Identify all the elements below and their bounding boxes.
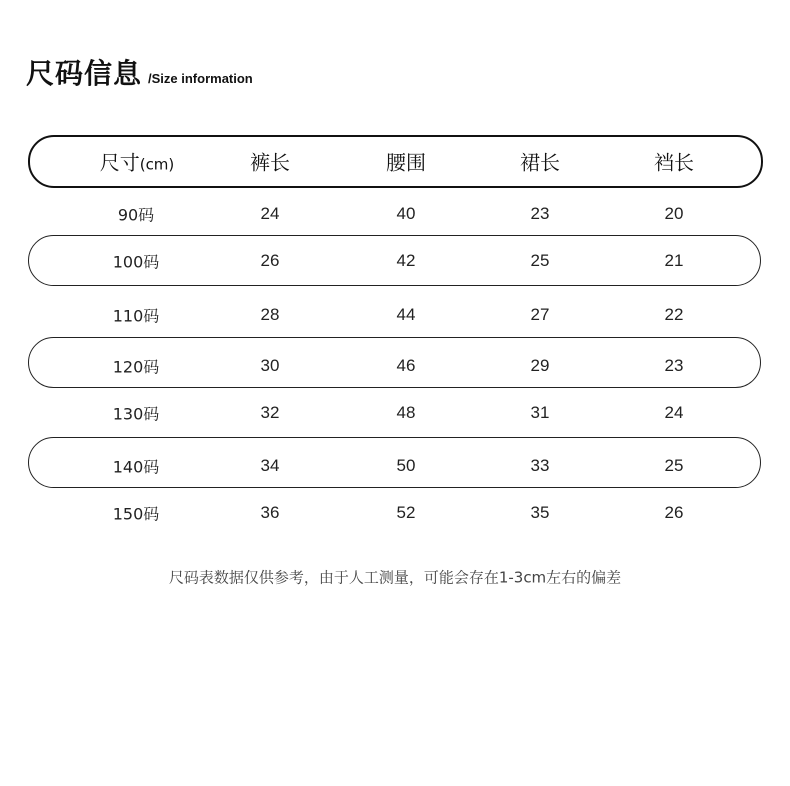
row-skirt-length: 25	[530, 251, 550, 270]
row-crotch-length: 24	[664, 403, 684, 422]
row-skirt-length: 23	[530, 204, 550, 223]
row-pants-length: 34	[260, 456, 280, 475]
measurement-note: 尺码表数据仅供参考，由于人工测量，可能会存在1-3cm左右的偏差	[168, 568, 622, 587]
header-skirt-length: 裙长	[520, 150, 560, 175]
row-pants-length: 28	[260, 305, 280, 324]
header-pants-length: 裤长	[250, 150, 290, 175]
row-crotch-length: 22	[664, 305, 684, 324]
header-size-unit: (cm)	[139, 155, 175, 174]
row-size: 140码	[112, 457, 160, 477]
row-size: 110码	[112, 306, 160, 326]
row-crotch-length: 25	[664, 456, 684, 475]
row-size: 130码	[112, 404, 160, 424]
header-waist: 腰围	[386, 150, 426, 175]
row-crotch-length: 20	[664, 204, 684, 223]
header-crotch-length: 裆长	[654, 150, 694, 175]
row-waist: 44	[396, 305, 416, 324]
row-waist: 50	[396, 456, 416, 475]
row-size: 90码	[117, 205, 155, 225]
title-sub: /Size information	[148, 71, 253, 86]
row-waist: 40	[396, 204, 416, 223]
row-skirt-length: 33	[530, 456, 550, 475]
row-pants-length: 24	[260, 204, 280, 223]
row-crotch-length: 23	[664, 356, 684, 375]
header-size	[100, 147, 175, 176]
row-waist: 46	[396, 356, 416, 375]
row-pants-length: 32	[260, 403, 280, 422]
row-skirt-length: 35	[530, 503, 550, 522]
row-crotch-length: 26	[664, 503, 684, 522]
row-size: 120码	[112, 357, 160, 377]
header-size-label: 尺寸	[99, 150, 140, 175]
row-pants-length: 30	[260, 356, 280, 375]
row-size: 100码	[112, 252, 160, 272]
row-pants-length: 26	[260, 251, 280, 270]
row-waist: 42	[396, 251, 416, 270]
title-main: 尺码信息	[26, 57, 143, 90]
row-waist: 48	[396, 403, 416, 422]
row-pants-length: 36	[260, 503, 280, 522]
row-size: 150码	[112, 504, 160, 524]
row-skirt-length: 27	[530, 305, 550, 324]
row-crotch-length: 21	[664, 251, 684, 270]
row-skirt-length: 31	[530, 403, 550, 422]
row-waist: 52	[396, 503, 416, 522]
row-skirt-length: 29	[530, 356, 550, 375]
page-title	[26, 52, 253, 92]
